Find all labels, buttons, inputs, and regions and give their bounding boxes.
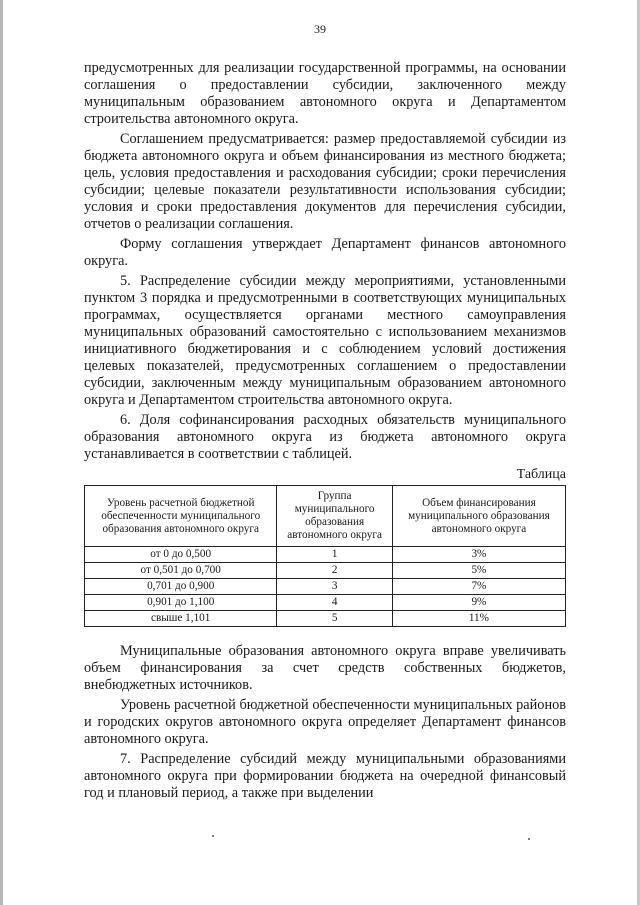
cell-funding-volume: 11%: [392, 611, 565, 627]
table-row: [85, 579, 566, 595]
cell-budget-level: 0,901 до 1,100: [85, 595, 277, 611]
table-row: [85, 563, 566, 579]
paragraph-agreement-terms: Соглашением предусматривается: размер предоставляемой субсидии из бюджета автономного округа и объем финансирования из местного бюджета; цель, условия предоставления и расходования субсидии; сроки перечисления субсидии; целевые показатели результативности использования субсидии; условия и сроки предоставления документов для перечисления субсидии, отчетов о реализации соглашения.: [84, 131, 566, 232]
header-budget-level: Уровень расчетной бюджетной обеспеченности муниципального образования автономного округа: [85, 486, 277, 547]
page-number: 39: [314, 22, 326, 36]
paragraph-budget-level: Уровень расчетной бюджетной обеспеченности муниципальных районов и городских округов автономного округа определяет Департамент финансов автономного округа.: [84, 697, 566, 747]
cell-budget-level: от 0,501 до 0,700: [85, 563, 277, 579]
paragraph-item-5: 5. Распределение субсидии между мероприятиями, установленными пунктом 3 порядка и предусмотренными в соответствующих муниципальных программах, осуществляется органами местного самоуправления муниципальных образований самостоятельно с использованием механизмов инициативного бюджетирования и с соблюдением условий достижения целевых показателей, предусмотренных соглашением о предоставлении субсидии, заключенным между муниципальным образованием автономного округа и Департаментом строительства автономного округа.: [84, 273, 566, 408]
table-row: [85, 547, 566, 563]
paragraph-item-6: 6. Доля софинансирования расходных обязательств муниципального образования автономного округа из бюджета автономного округа устанавливается в соответствии с таблицей.: [84, 412, 566, 462]
cell-budget-level: 0,701 до 0,900: [85, 579, 277, 595]
paragraph-agreement-form: Форму соглашения утверждает Департамент финансов автономного округа.: [84, 236, 566, 269]
scan-speck: [528, 838, 530, 840]
header-funding-volume: Объем финансирования муниципального образования автономного округа: [392, 486, 565, 547]
cell-funding-volume: 7%: [392, 579, 565, 595]
scan-edge-left: [0, 0, 3, 905]
cell-group: 1: [277, 547, 392, 563]
table-row: [85, 595, 566, 611]
cell-budget-level: свыше 1,101: [85, 611, 277, 627]
table-caption: Таблица: [516, 467, 566, 482]
paragraph-item-7: 7. Распределение субсидий между муниципальными образованиями автономного округа при формировании бюджета на очередной финансовый год и плановый период, а также при выделении: [84, 751, 566, 801]
cell-group: 3: [277, 579, 392, 595]
cofinancing-table: [84, 485, 566, 627]
cell-funding-volume: 9%: [392, 595, 565, 611]
table-row: [85, 611, 566, 627]
cell-group: 5: [277, 611, 392, 627]
cell-funding-volume: 5%: [392, 563, 565, 579]
cell-budget-level: от 0 до 0,500: [85, 547, 277, 563]
cell-funding-volume: 3%: [392, 547, 565, 563]
paragraph-continuation: предусмотренных для реализации государственной программы, на основании соглашения о предоставлении субсидии, заключенного между муниципальным образованием автономного округа и Департаментом строительства автономного округа.: [84, 60, 566, 127]
document-body: [84, 60, 566, 805]
table-header-row: [85, 486, 566, 547]
scan-speck: [212, 835, 214, 837]
header-group: Группа муниципального образования автономного округа: [277, 486, 392, 547]
paragraph-municipal-right: Муниципальные образования автономного округа вправе увеличивать объем финансирования за счет средств собственных бюджетов, внебюджетных источников.: [84, 643, 566, 693]
cell-group: 4: [277, 595, 392, 611]
cell-group: 2: [277, 563, 392, 579]
